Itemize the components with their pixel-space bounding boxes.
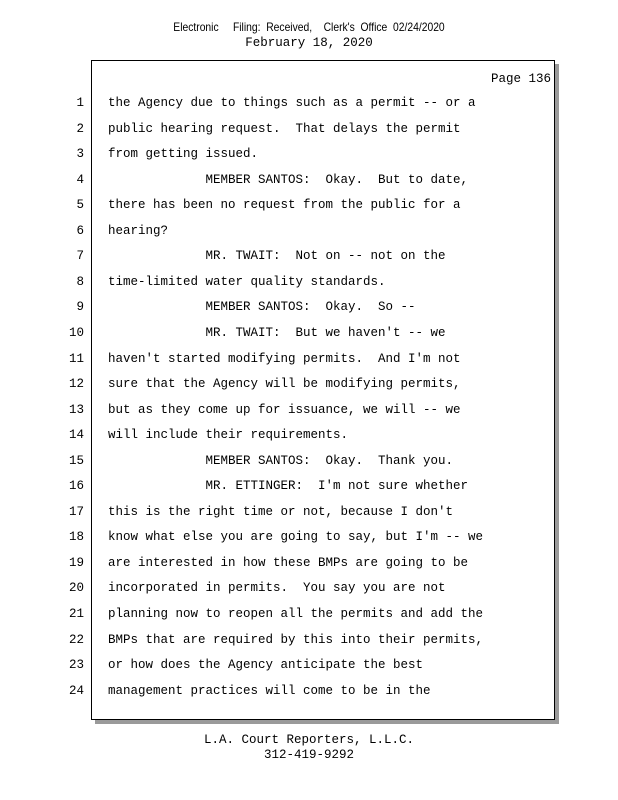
line-number: 18 xyxy=(68,530,84,544)
footer-company: L.A. Court Reporters, L.L.C. xyxy=(203,733,415,747)
line-text: BMPs that are required by this into their permits, xyxy=(108,633,484,647)
line-number: 6 xyxy=(76,224,84,238)
line-text: management practices will come to be in the xyxy=(108,684,431,698)
line-text: haven't started modifying permits. And I'm not xyxy=(108,352,461,366)
line-number: 16 xyxy=(68,479,84,493)
line-text: MEMBER SANTOS: Okay. Thank you. xyxy=(108,454,454,468)
line-number: 23 xyxy=(68,658,84,672)
line-text: MR. ETTINGER: I'm not sure whether xyxy=(108,479,469,493)
footer-phone: 312-419-9292 xyxy=(263,748,354,762)
line-text: MR. TWAIT: Not on -- not on the xyxy=(108,249,446,263)
line-number: 4 xyxy=(76,173,84,187)
line-text: are interested in how these BMPs are going to be xyxy=(108,556,469,570)
line-number: 9 xyxy=(76,300,84,314)
line-number: 5 xyxy=(76,198,84,212)
line-number: 14 xyxy=(68,428,84,442)
line-text: planning now to reopen all the permits and add the xyxy=(108,607,484,621)
line-text: from getting issued. xyxy=(108,147,259,161)
line-number: 13 xyxy=(68,403,84,417)
line-text: MEMBER SANTOS: Okay. So -- xyxy=(108,300,416,314)
line-text: the Agency due to things such as a permit -- or a xyxy=(108,96,476,110)
line-number: 2 xyxy=(76,122,84,136)
filing-stamp: Electronic Filing: Received, Clerk's Office 02/24/2020 xyxy=(173,20,445,34)
line-text: but as they come up for issuance, we will -- we xyxy=(108,403,461,417)
line-text: public hearing request. That delays the permit xyxy=(108,122,461,136)
line-text: or how does the Agency anticipate the best xyxy=(108,658,424,672)
line-number: 19 xyxy=(68,556,84,570)
header-date: February 18, 2020 xyxy=(245,36,373,50)
line-number: 24 xyxy=(68,684,84,698)
line-text: MR. TWAIT: But we haven't -- we xyxy=(108,326,446,340)
line-number: 17 xyxy=(68,505,84,519)
line-number: 8 xyxy=(76,275,84,289)
line-text: incorporated in permits. You say you are not xyxy=(108,581,446,595)
line-number: 10 xyxy=(68,326,84,340)
line-text: this is the right time or not, because I don't xyxy=(108,505,454,519)
page-number: Page 136 xyxy=(490,72,551,86)
line-text: know what else you are going to say, but I'm -- we xyxy=(108,530,484,544)
line-text: time-limited water quality standards. xyxy=(108,275,386,289)
line-number: 7 xyxy=(76,249,84,263)
line-number: 15 xyxy=(68,454,84,468)
line-text: there has been no request from the public for a xyxy=(108,198,461,212)
line-number: 1 xyxy=(76,96,84,110)
line-text: MEMBER SANTOS: Okay. But to date, xyxy=(108,173,469,187)
line-text: hearing? xyxy=(108,224,169,238)
line-number: 21 xyxy=(68,607,84,621)
line-number: 3 xyxy=(76,147,84,161)
line-number: 11 xyxy=(68,352,84,366)
line-text: will include their requirements. xyxy=(108,428,349,442)
line-text: sure that the Agency will be modifying permits, xyxy=(108,377,461,391)
line-number: 20 xyxy=(68,581,84,595)
line-number: 12 xyxy=(68,377,84,391)
line-number: 22 xyxy=(68,633,84,647)
